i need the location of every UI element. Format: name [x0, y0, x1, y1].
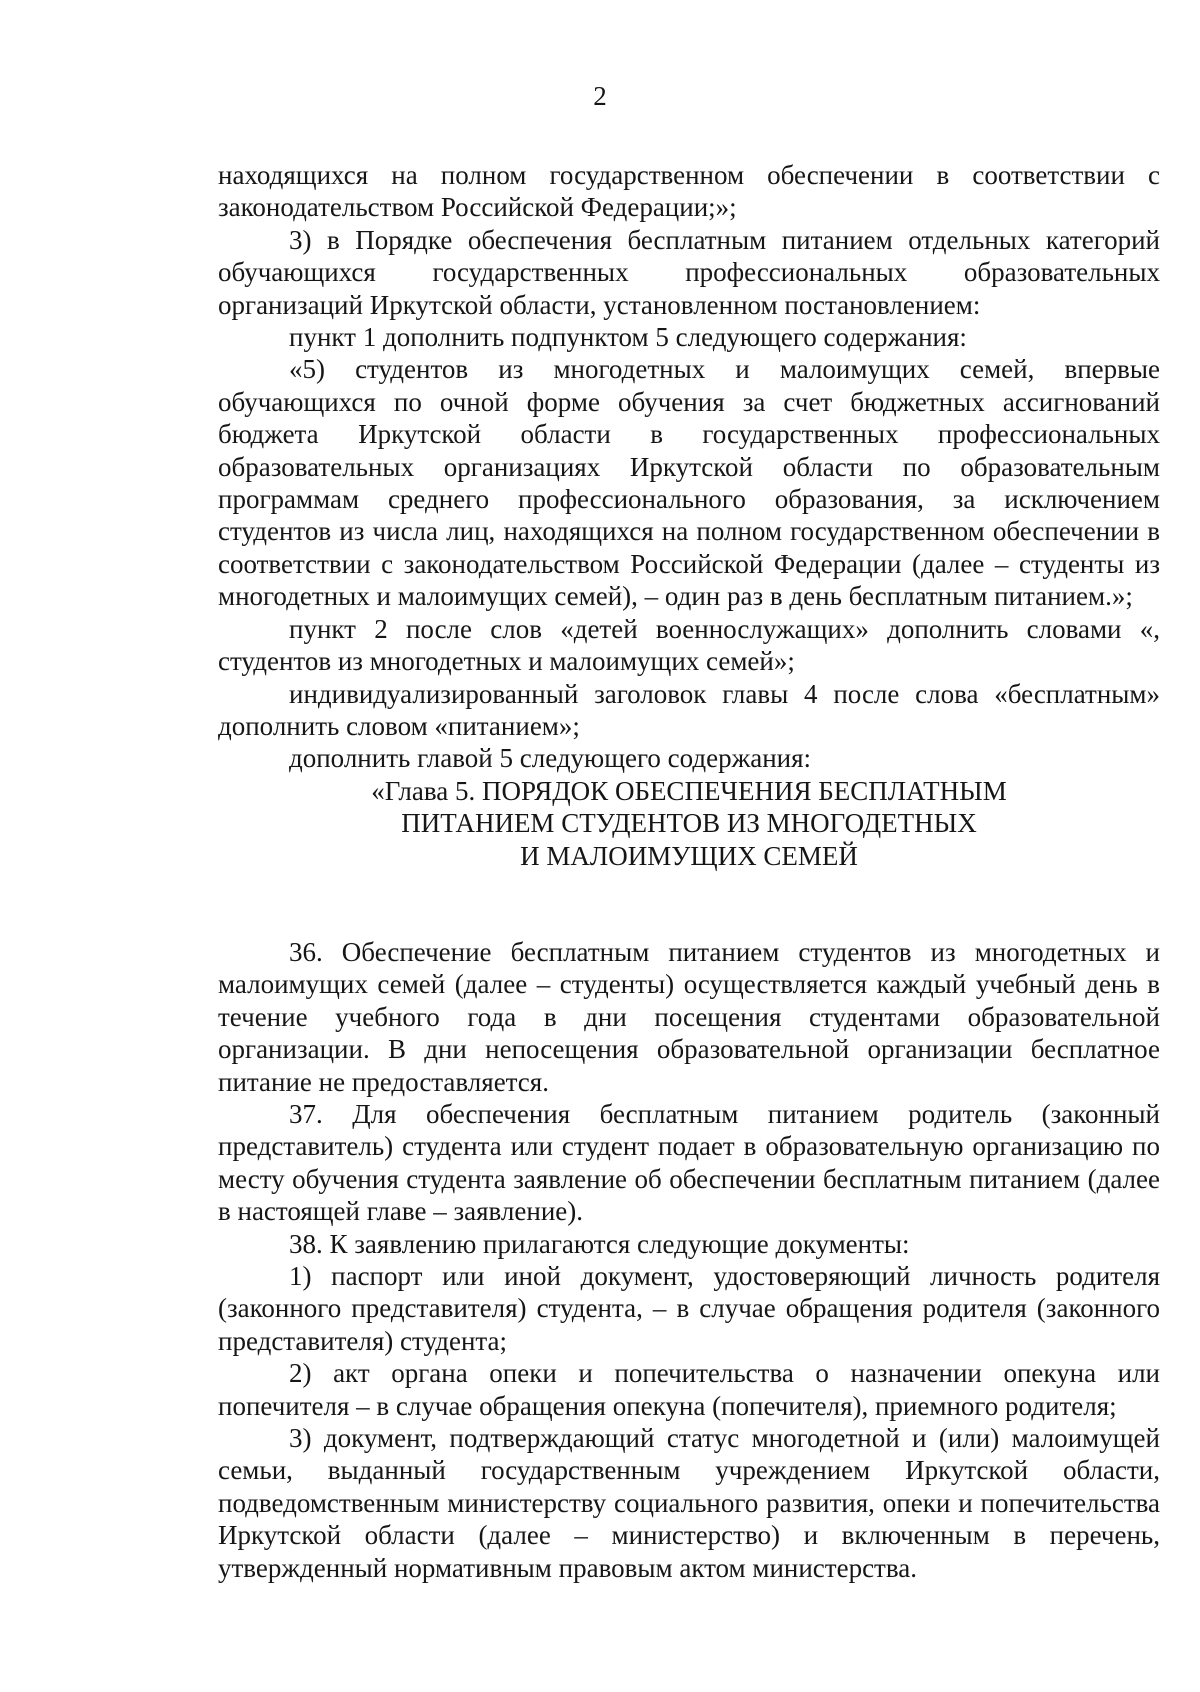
- chapter-heading-line-1: «Глава 5. ПОРЯДОК ОБЕСПЕЧЕНИЯ БЕСПЛАТНЫМ: [371, 775, 1007, 806]
- document-body: [218, 159, 1160, 1584]
- chapter-heading-line-3: И МАЛОИМУЩИХ СЕМЕЙ: [520, 840, 858, 871]
- paragraph: находящихся на полном государственном обеспечении в соответствии с законодательством Российской Федерации;»;: [218, 160, 1160, 223]
- paragraph: 36. Обеспечение бесплатным питанием студентов из многодетных и малоимущих семей (далее – студенты) осуществляется каждый учебный день в течение учебного года в дни посещения студентами образовательной организации. В дни непосещения образовательной организации бесплатное питание не предоставляется.: [218, 936, 1160, 1097]
- paragraph: индивидуализированный заголовок главы 4 после слова «бесплатным» дополнить словом «питанием»;: [218, 678, 1160, 741]
- paragraph: 37. Для обеспечения бесплатным питанием родитель (законный представитель) студента или студент подает в образовательную организацию по месту обучения студента заявление об обеспечении бесплатным питанием (далее в настоящей главе – заявление).: [218, 1098, 1160, 1227]
- paragraph: пункт 2 после слов «детей военнослужащих» дополнить словами «, студентов из многодетных и малоимущих семей»;: [218, 613, 1160, 677]
- chapter-heading-line-2: ПИТАНИЕМ СТУДЕНТОВ ИЗ МНОГОДЕТНЫХ: [401, 808, 977, 839]
- paragraphs-before-heading: [218, 159, 1160, 775]
- page-number: 2: [593, 81, 607, 111]
- paragraph: 3) в Порядке обеспечения бесплатным питанием отдельных категорий обучающихся государственных профессиональных образовательных организаций Иркутской области, установленном постановлением:: [218, 224, 1160, 320]
- paragraph: дополнить главой 5 следующего содержания:: [289, 743, 812, 774]
- paragraph: 1) паспорт или иной документ, удостоверяющий личность родителя (законного представителя) студента, – в случае обращения родителя (законного представителя) студента;: [218, 1261, 1160, 1356]
- paragraph: пункт 1 дополнить подпунктом 5 следующего содержания:: [289, 322, 967, 353]
- chapter-heading: [218, 775, 1160, 872]
- paragraph: 38. К заявлению прилагаются следующие документы:: [289, 1228, 910, 1259]
- paragraph: 2) акт органа опеки и попечительства о назначении опекуна или попечителя – в случае обращения опекуна (попечителя), приемного родителя;: [218, 1358, 1160, 1421]
- paragraphs-after-heading: [218, 936, 1160, 1584]
- paragraph: 3) документ, подтверждающий статус многодетной и (или) малоимущей семьи, выданный государственным учреждением Иркутской области, подведомственным министерству социального развития, опеки и попечительства Иркутской области (далее – министерство) и включенным в перечень, утвержденный нормативным правовым актом министерства.: [218, 1423, 1160, 1583]
- paragraph: «5) студентов из многодетных и малоимущих семей, впервые обучающихся по очной форме обучения за счет бюджетных ассигнований бюджета Иркутской области в государственных профессиональных образовательных организациях Иркутской области по образовательным программам среднего профессионального образования, за исключением студентов из числа лиц, находящихся на полном государственном обеспечении в соответствии с законодательством Российской Федерации (далее – студенты из многодетных и малоимущих семей), – один раз в день бесплатным питанием.»;: [218, 354, 1160, 612]
